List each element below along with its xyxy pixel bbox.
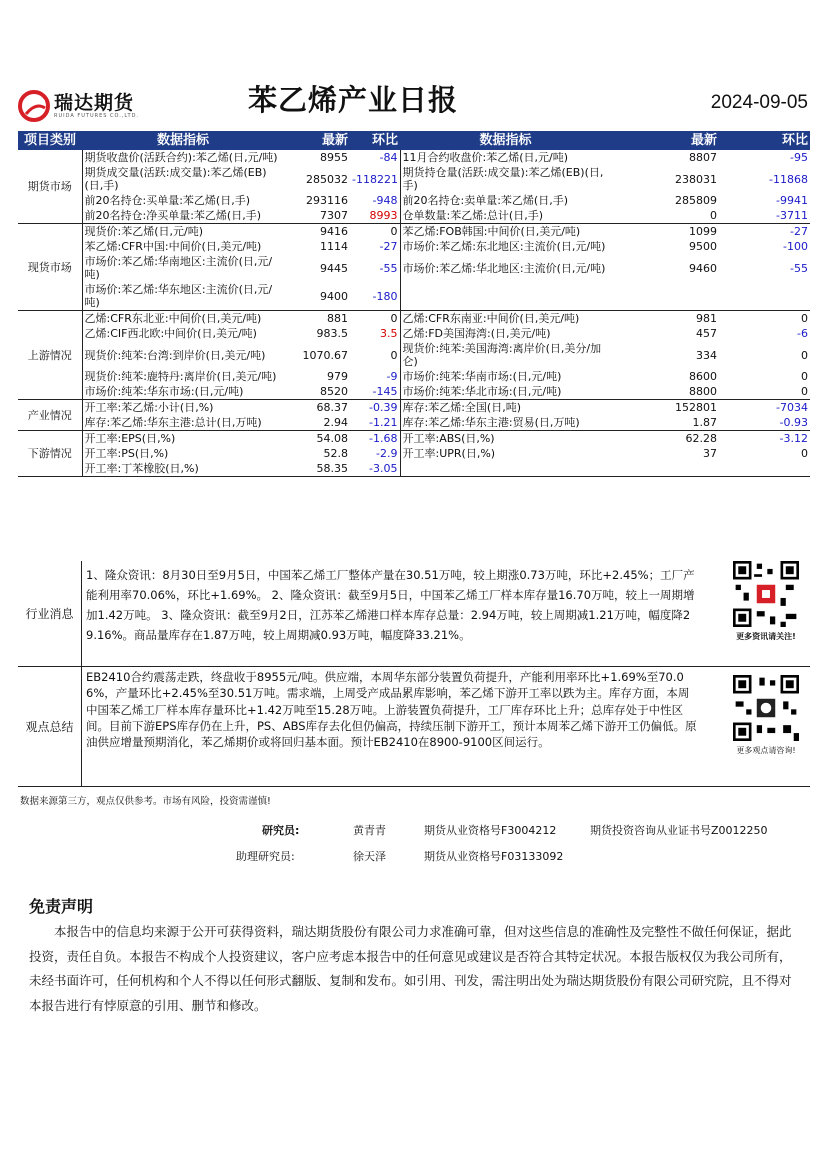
assistant-label: 助理研究员:	[236, 850, 295, 863]
change-value: -27	[790, 225, 808, 238]
indicator-name: 库存:苯乙烯:全国(日,吨)	[402, 401, 521, 414]
table-row	[18, 326, 810, 341]
indicator-name: 仓单数量:苯乙烯:总计(日,手)	[400, 208, 611, 224]
change-value: -145	[350, 384, 400, 400]
latest-value: 9400	[284, 282, 350, 311]
researcher-name: 黄青青	[353, 824, 386, 837]
col-header: 环比	[350, 131, 400, 150]
col-header: 环比	[719, 131, 810, 150]
table-row	[18, 446, 810, 461]
table-header-row	[18, 131, 810, 150]
latest-value: 979	[327, 370, 348, 383]
change-value: -55	[790, 261, 808, 275]
col-header: 项目类别	[18, 131, 82, 150]
indicator-name: 乙烯:FD美国海湾:(日,美元/吨)	[402, 327, 551, 340]
change-value: 0	[719, 384, 810, 400]
indicator-name: 前20名持仓:买单量:苯乙烯(日,手)	[84, 194, 250, 207]
change-value: -100	[783, 240, 808, 253]
latest-value: 8800	[611, 384, 719, 400]
change-value: -6	[797, 327, 808, 340]
researcher-license: 期货从业资格号F3004212	[424, 824, 557, 837]
change-value: 0	[801, 348, 808, 362]
indicator-name: 开工率:EPS(日,%)	[84, 432, 176, 445]
indicator-name: 苯乙烯:CFR中国:中间价(日,美元/吨)	[84, 240, 262, 253]
change-value	[719, 461, 810, 477]
industry-news-block	[18, 561, 810, 667]
category-label: 产业情况	[18, 400, 82, 431]
latest-value: 238031	[675, 172, 717, 186]
change-value: -0.39	[350, 400, 400, 416]
indicator-name: 市场价:苯乙烯:华北地区:主流价(日,元/吨)	[402, 261, 606, 275]
indicator-name: 前20名持仓:净买单量:苯乙烯(日,手)	[82, 208, 284, 224]
category-label: 观点总结	[18, 667, 82, 786]
change-value: -3.05	[350, 461, 400, 477]
change-value	[719, 282, 810, 311]
table-row	[18, 150, 810, 165]
indicator-name: 市场价:纯苯:华东市场:(日,元/吨)	[82, 384, 284, 400]
indicator-name: 现货价:纯苯:台湾:到岸价(日,美元/吨)	[84, 348, 266, 362]
latest-value: 285032	[306, 172, 348, 186]
change-value: -27	[350, 239, 400, 254]
latest-value: 457	[696, 327, 717, 340]
change-value: 0	[801, 370, 808, 383]
latest-value: 334	[696, 348, 717, 362]
qr-caption: 更多资讯请关注!	[736, 632, 796, 641]
latest-value: 54.08	[316, 432, 348, 445]
category-label: 上游情况	[18, 311, 82, 400]
indicator-name: 期货成交量(活跃:成交量):苯乙烯(EB)(日,手)	[84, 166, 267, 192]
latest-value: 2.94	[284, 415, 350, 431]
indicator-name: 开工率:丁苯橡胶(日,%)	[82, 461, 284, 477]
view-summary-text: EB2410合约震荡走跌，终盘收于8955元/吨。供应端，本周华东部分装置负荷提升，产能利用率环比+1.69%至70.06%，产量环比+2.45%至30.51万吨。需求端，上周受产成品累库影响，苯乙烯下游开工率以跌为主。库存方面，本周中国苯乙烯工厂样本库存量环比+1.42万吨至15.28万吨。上游装置负荷提升，工厂库存环比上升；总库存处于中性区间。目前下游EPS库存仍在上升，PS、ABS库存去化但仍偏高，持续压制下游开工，预计本周苯乙烯下游开工仍偏低。原油供应增量预期消化，苯乙烯期价或将回归基本面。预计EB2410在8900-9100区间运行。	[86, 670, 697, 750]
table-row	[18, 282, 810, 311]
latest-value: 0	[611, 208, 719, 224]
change-value: -948	[350, 193, 400, 208]
change-value: -1.68	[350, 431, 400, 447]
assistant-license: 期货从业资格号F03133092	[424, 850, 564, 863]
change-value: -9941	[776, 194, 808, 207]
latest-value: 58.35	[284, 461, 350, 477]
source-note: 数据来源第三方，观点仅供参考。市场有风险，投资需谨慎!	[20, 796, 271, 807]
company-name-cn: 瑞达期货	[54, 92, 135, 114]
latest-value: 293116	[306, 194, 348, 207]
change-value: -7034	[776, 401, 808, 414]
change-value: -9	[350, 369, 400, 384]
report-title: 苯乙烯产业日报	[247, 83, 458, 117]
latest-value: 881	[327, 312, 348, 325]
latest-value	[611, 282, 719, 311]
latest-value: 62.28	[685, 432, 717, 445]
indicator-name: 乙烯:CIF西北欧:中间价(日,美元/吨)	[84, 327, 257, 340]
latest-value: 9460	[689, 261, 717, 275]
table-row	[18, 254, 810, 282]
indicator-name: 市场价:纯苯:华南市场:(日,元/吨)	[402, 370, 562, 383]
qr-code-news	[726, 561, 806, 642]
col-header: 最新	[611, 131, 719, 150]
assistant-name: 徐天泽	[353, 850, 386, 863]
industry-news-text: 1、隆众资讯：8月30日至9月5日，中国苯乙烯工厂整体产量在30.51万吨，较上期涨0.73万吨，环比+2.45%；工厂产能利用率70.06%，环比+1.69%。 2、隆众资讯：截至9月5日，中国苯乙烯工厂样本库存量16.70万吨，较上一周期增加1.42万吨。 3、隆众资讯：截至9月2日，江苏苯乙烯港口样本库存总量：2.94万吨，较上周期减1.21万吨，幅度降29.16%。商品量库存在1.87万吨，较上周期减0.93万吨，幅度降33.21%。	[86, 568, 695, 642]
table-row	[18, 384, 810, 400]
latest-value: 68.37	[316, 401, 348, 414]
indicator-name: 库存:苯乙烯:华东主港:贸易(日,万吨)	[400, 415, 611, 431]
change-value: 3.5	[350, 326, 400, 341]
table-row	[18, 415, 810, 431]
col-header: 最新	[284, 131, 350, 150]
latest-value: 37	[703, 447, 717, 460]
category-label: 下游情况	[18, 431, 82, 477]
indicator-name	[400, 461, 611, 477]
researcher-consult-license: 期货投资咨询从业证书号Z0012250	[590, 824, 768, 837]
table-row	[18, 311, 810, 327]
qr-code-summary	[726, 675, 806, 756]
latest-value	[611, 461, 719, 477]
latest-value: 8807	[689, 151, 717, 164]
latest-value: 7307	[284, 208, 350, 224]
latest-value: 1070.67	[302, 348, 348, 362]
indicator-name: 开工率:ABS(日,%)	[402, 432, 495, 445]
change-value: -3.12	[779, 432, 808, 445]
indicator-table	[18, 131, 810, 477]
indicator-name: 乙烯:CFR东南亚:中间价(日,美元/吨)	[402, 312, 580, 325]
change-value: -180	[350, 282, 400, 311]
category-label: 期货市场	[18, 150, 82, 224]
indicator-name: 市场价:苯乙烯:东北地区:主流价(日,元/吨)	[402, 240, 606, 253]
qr-code-icon	[733, 561, 799, 627]
change-value: -95	[790, 151, 808, 164]
indicator-name: 乙烯:CFR东北亚:中间价(日,美元/吨)	[84, 312, 262, 325]
indicator-name: 期货持仓量(活跃:成交量):苯乙烯(EB)(日,手)	[402, 166, 604, 192]
change-value: -11868	[769, 172, 808, 186]
qr-caption: 更多观点请咨询!	[736, 746, 796, 755]
table-row	[18, 193, 810, 208]
latest-value: 285809	[675, 194, 717, 207]
latest-value: 9500	[689, 240, 717, 253]
table-row	[18, 341, 810, 369]
indicator-name: 市场价:纯苯:华北市场:(日,元/吨)	[400, 384, 611, 400]
indicator-name: 市场价:苯乙烯:华南地区:主流价(日,元/吨)	[84, 255, 273, 281]
indicator-name: 期货收盘价(活跃合约):苯乙烯(日,元/吨)	[84, 151, 278, 164]
indicator-name: 11月合约收盘价:苯乙烯(日,元/吨)	[402, 151, 568, 164]
latest-value: 8600	[689, 370, 717, 383]
change-value: -3711	[719, 208, 810, 224]
table-row	[18, 369, 810, 384]
table-row	[18, 208, 810, 224]
latest-value: 9416	[320, 225, 348, 238]
change-value: 0	[350, 224, 400, 240]
qr-code-icon	[733, 675, 799, 741]
latest-value: 8955	[320, 151, 348, 164]
disclaimer-text: 本报告中的信息均来源于公开可获得资料，瑞达期货股份有限公司力求准确可靠，但对这些信息的准确性及完整性不做任何保证，据此投资，责任自负。本报告不构成个人投资建议，客户应考虑本报告中的任何意见或建议是否符合其特定状况。本报告版权仅为我公司所有，未经书面许可，任何机构和个人不得以任何形式翻版、复制和发布。如引用、刊发，需注明出处为瑞达期货股份有限公司研究院，且不得对本报告进行有悖原意的引用、删节和修改。	[29, 924, 792, 1013]
latest-value: 1099	[689, 225, 717, 238]
table-row	[18, 239, 810, 254]
change-value: -2.9	[350, 446, 400, 461]
latest-value: 9445	[320, 261, 348, 275]
category-label: 行业消息	[18, 561, 82, 666]
indicator-name	[400, 282, 611, 311]
table-row	[18, 431, 810, 447]
category-label: 现货市场	[18, 224, 82, 311]
table-row	[18, 400, 810, 416]
latest-value: 52.8	[323, 447, 348, 460]
change-value: 8993	[350, 208, 400, 224]
change-value: -1.21	[350, 415, 400, 431]
indicator-name: 开工率:苯乙烯:小计(日,%)	[84, 401, 214, 414]
indicator-name: 苯乙烯:FOB韩国:中间价(日,美元/吨)	[402, 225, 581, 238]
researcher-label: 研究员:	[262, 824, 300, 837]
change-value: 0	[350, 311, 400, 327]
latest-value: 8520	[284, 384, 350, 400]
indicator-name: 开工率:UPR(日,%)	[402, 447, 496, 460]
indicator-name: 现货价:苯乙烯(日,元/吨)	[84, 225, 203, 238]
view-summary-block	[18, 667, 810, 787]
change-value: -84	[350, 150, 400, 165]
indicator-name: 现货价:纯苯:美国海湾:离岸价(日,美分/加仑)	[402, 342, 602, 368]
change-value: -55	[350, 254, 400, 282]
change-value: -118221	[350, 165, 400, 193]
indicator-name: 市场价:苯乙烯:华东地区:主流价(日,元/吨)	[82, 282, 284, 311]
change-value: -0.93	[719, 415, 810, 431]
col-header: 数据指标	[82, 131, 284, 150]
latest-value: 981	[696, 312, 717, 325]
table-row	[18, 224, 810, 240]
change-value: 0	[801, 447, 808, 460]
indicator-name: 库存:苯乙烯:华东主港:总计(日,万吨)	[82, 415, 284, 431]
indicator-name: 开工率:PS(日,%)	[84, 447, 169, 460]
change-value: 0	[801, 312, 808, 325]
report-date: 2024-09-05	[710, 92, 808, 113]
report-header	[18, 78, 808, 128]
table-row	[18, 461, 810, 477]
indicator-name: 现货价:纯苯:鹿特丹:离岸价(日,美元/吨)	[84, 370, 277, 383]
disclaimer-title: 免责声明	[29, 897, 94, 916]
latest-value: 983.5	[316, 327, 348, 340]
col-header: 数据指标	[400, 131, 611, 150]
indicator-name: 前20名持仓:卖单量:苯乙烯(日,手)	[402, 194, 568, 207]
latest-value: 1114	[320, 240, 348, 253]
table-row	[18, 165, 810, 193]
latest-value: 1.87	[611, 415, 719, 431]
company-name-en: RUIDA FUTURES CO.,LTD.	[54, 113, 140, 119]
latest-value: 152801	[675, 401, 717, 414]
change-value: 0	[350, 341, 400, 369]
